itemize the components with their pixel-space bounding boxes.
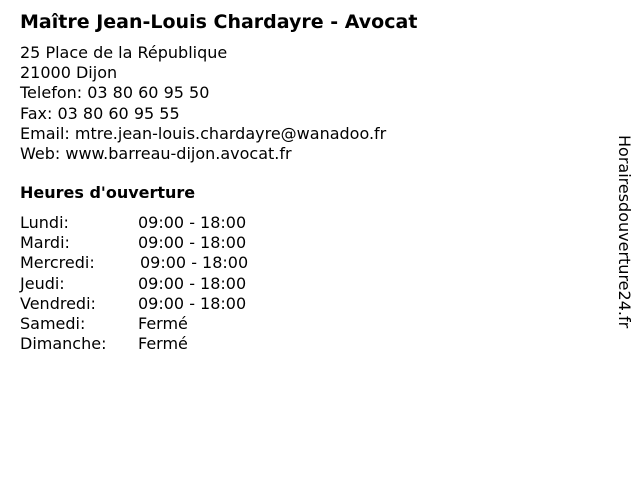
hours-row-friday xyxy=(20,294,248,314)
hours-value: Fermé xyxy=(138,313,188,333)
page-title: Maître Jean-Louis Chardayre - Avocat xyxy=(20,11,418,33)
day-label: Samedi: xyxy=(20,313,86,333)
street-address: 25 Place de la République xyxy=(20,43,228,62)
hours-value: 09:00 - 18:00 xyxy=(138,213,247,232)
hours-value: 09:00 - 18:00 xyxy=(140,253,249,273)
day-label: Jeudi: xyxy=(20,273,65,293)
hours-value: 09:00 - 18:00 xyxy=(138,273,247,293)
hours-value: 09:00 - 18:00 xyxy=(138,233,247,253)
hours-value: 09:00 - 18:00 xyxy=(138,293,247,313)
opening-hours-table xyxy=(20,213,248,354)
hours-row-thursday xyxy=(20,274,248,294)
day-label: Mardi: xyxy=(20,233,70,253)
hours-row-monday xyxy=(20,213,248,233)
day-label: Mercredi: xyxy=(20,253,95,273)
hours-row-saturday xyxy=(20,314,248,334)
email-address: Email: mtre.jean-louis.chardayre@wanadoo.fr xyxy=(20,123,387,143)
phone-number: Telefon: 03 80 60 95 50 xyxy=(20,83,210,103)
hours-row-wednesday xyxy=(20,253,248,273)
day-label: Lundi: xyxy=(20,213,69,232)
day-label: Dimanche: xyxy=(20,334,107,354)
fax-number: Fax: 03 80 60 95 55 xyxy=(20,103,180,123)
hours-value: Fermé xyxy=(138,334,188,354)
hours-row-sunday xyxy=(20,334,248,354)
site-watermark: Horairesdouverture24.fr xyxy=(615,135,634,329)
city-postal: 21000 Dijon xyxy=(20,63,118,83)
hours-row-tuesday xyxy=(20,233,248,253)
hours-heading: Heures d'ouverture xyxy=(20,183,196,202)
day-label: Vendredi: xyxy=(20,293,96,313)
website: Web: www.barreau-dijon.avocat.fr xyxy=(20,143,292,163)
address-block xyxy=(20,43,386,164)
